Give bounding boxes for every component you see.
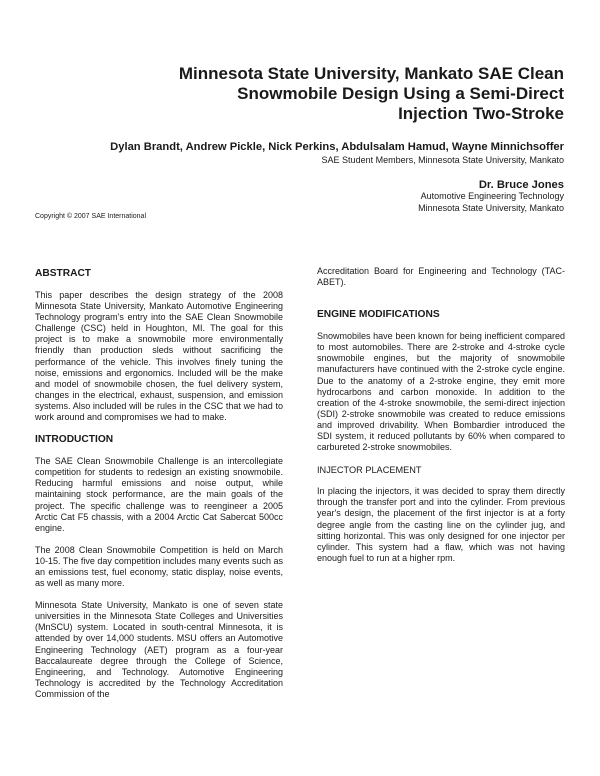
author-affiliation: SAE Student Members, Minnesota State University, Mankato (321, 155, 564, 165)
engine-modifications-paragraph: Snowmobiles have been known for being inefficient compared to most automobiles. There are 2-stroke and 4-stroke cycle snowmobile engines, but the majority of snowmobile manufacturers have continued with the 2-stroke cycle engine. Due to the anatomy of a 2-stroke engine, they emit more hydrocarbons and carbon monoxide. In addition to the creation of the 4-stroke snowmobile, the semi-direct injection (SDI) 2-stroke snowmobile was created to reduce emissions and improved drivability. When Bombardier introduced the SDI system, it reduced pollutants by 60% when compared to carbureted 2-stroke snowmobiles. (317, 331, 565, 453)
injector-placement-heading: INJECTOR PLACEMENT (317, 465, 422, 476)
introduction-paragraph-1: The SAE Clean Snowmobile Challenge is an intercollegiate competition for students to redesign an existing snowmobile. Reducing harmful emissions and noise output, while maintaining stock performance, are the main goals of the project. The specific challenge was to reengineer a 2005 Arctic Cat F5 chassis, with a 2004 Arctic Cat Sabercat 500cc engine. (35, 456, 283, 533)
introduction-paragraph-3-continued: Accreditation Board for Engineering and Technology (TAC-ABET). (317, 266, 565, 288)
injector-placement-paragraph: In placing the injectors, it was decided to spray them directly through the transfer port and into the cylinder. From previous year's design, the placement of the first injector is at a forty degree angle from the casting line on the cylinder jug, and sitting horizontal. This was only designed for one injector per cylinder. This system had a flaw, which was not having enough fuel to run at a higher rpm. (317, 486, 565, 563)
introduction-paragraph-3: Minnesota State University, Mankato is one of seven state universities in the Minnesota State Colleges and Universities (MnSCU) system. Located in south-central Minnesota, it is attended by over 14,000 students. MSU offers an Automotive Engineering Technology (AET) program as a four-year Baccalaureate degree through the College of Science, Engineering, and Technology. Automotive Engineering Technology is accredited by the Technology Accreditation Commission of the (35, 600, 283, 699)
abstract-heading: ABSTRACT (35, 268, 92, 279)
advisor-university: Minnesota State University, Mankato (418, 203, 564, 213)
introduction-heading: INTRODUCTION (35, 434, 114, 446)
right-column (317, 266, 565, 575)
copyright-notice: Copyright © 2007 SAE International (35, 213, 147, 220)
abstract-paragraph: This paper describes the design strategy of the 2008 Minnesota State University, Mankato Automotive Engineering Technology program's entry into the SAE Clean Snowmobile Challenge (CSC) held in Houghton, MI. The goal for this project is to make a snowmobile more environmentally friendly than production sleds without sacrificing the performance of the vehicle. This involves finely tuning the noise, emissions and ergonomics. Included will be the make and model of snowmobile chosen, the fuel delivery system, changes in the electrical, exhaust, suspension, and emission systems. Also included will be rules in the CSC that we had to work around and compromises we had to make. (35, 290, 283, 423)
engine-modifications-heading: ENGINE MODIFICATIONS (317, 309, 440, 321)
advisor-name: Dr. Bruce Jones (478, 179, 564, 191)
paper-title: Minnesota State University, Mankato SAE Clean Snowmobile Design Using a Semi-Direct Injection Two-Stroke (178, 64, 564, 123)
left-column (35, 268, 283, 711)
introduction-paragraph-2: The 2008 Clean Snowmobile Competition is held on March 10-15. The five day competition includes many events such as an emissions test, fuel economy, static display, noise events, as well as many more. (35, 544, 283, 589)
author-list: Dylan Brandt, Andrew Pickle, Nick Perkins, Abdulsalam Hamud, Wayne Minnichsoffer (110, 141, 564, 153)
advisor-department: Automotive Engineering Technology (420, 191, 564, 201)
